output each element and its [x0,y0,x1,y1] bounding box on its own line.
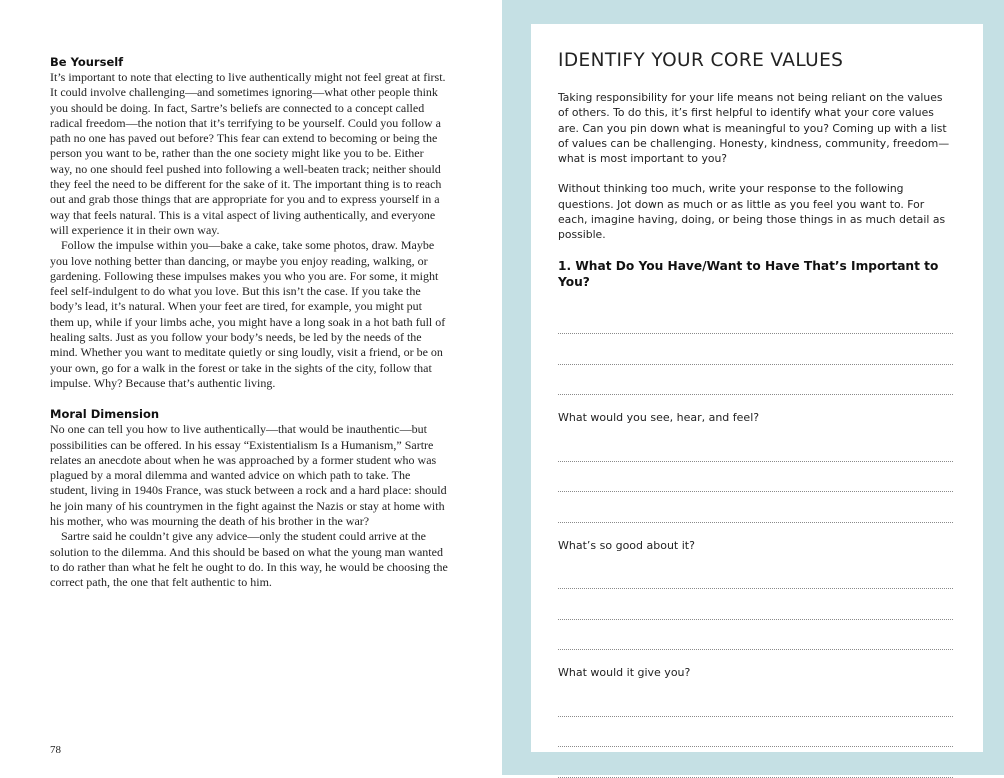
section-heading-moral-dimension: Moral Dimension [50,407,160,422]
answer-line[interactable] [558,365,953,396]
paragraph: No one can tell you how to live authentically—that would be inauthentic—but possibilities can be offered. In his essay “Existentialism Is a Humanism,” Sartre relates an anecdote about when he was approached by a former student who was plagued by a moral dilemma and wanted advice on which path to take. The student, living in 1940s France, was stuck between a rock and a hard place: should he join many of his countrymen in the fight against the Nazis or stay at home with his mother, who was mourning the death of his brother in the war? [50,422,447,529]
worksheet-content [558,49,953,778]
question-heading: 1. What Do You Have/Want to Have That’s Important to You? [558,258,939,289]
answer-line[interactable] [558,747,953,778]
answer-line[interactable] [558,620,953,651]
worksheet-card [531,24,983,752]
answer-lines [558,686,953,778]
paragraph: Follow the impulse within you—bake a cake, take some photos, draw. Maybe you love nothing better than dancing, or maybe you enjoy reading, walking, or gardening. Following these impulses makes you who you are. For some, it might feel self-indulgent to do what you love. But this isn’t the case. If you take the body’s lead, it’s natural. When your feet are tired, for example, you might put them up, while if your limbs ache, you might have a long soak in a hot bath full of healing salts. Just as you follow your body’s needs, be led by the needs of the mind. Whether you want to meditate quietly or sing loudly, visit a friend, or be on your own, go for a walk in the forest or take in the sights of the city, follow that impulse. Why? Because that’s authentic living. [50,238,446,390]
answer-lines [558,431,953,523]
answer-lines [558,559,953,651]
left-page [0,0,502,775]
section-heading-be-yourself: Be Yourself [50,55,124,69]
answer-line[interactable] [558,304,953,335]
worksheet-title: IDENTIFY YOUR CORE VALUES [558,50,844,71]
intro-paragraph: Taking responsibility for your life means not being reliant on the values of others. To do this, it’s first helpful to identify what your core values are. Can you pin down what is meaningful to you? Coming up with a list of values can be challenging. Honesty, kindness, community, freedom—what is most important to you? [558,91,950,166]
question-prompt: What’s so good about it? [558,538,695,552]
answer-line[interactable] [558,462,953,493]
answer-line[interactable] [558,559,953,590]
right-page [502,0,1004,775]
answer-line[interactable] [558,492,953,523]
question-prompt: What would you see, hear, and feel? [558,411,760,425]
section-spacer [50,391,448,406]
answer-lines [558,304,953,396]
answer-line[interactable] [558,334,953,365]
answer-line[interactable] [558,589,953,620]
page-number: 78 [50,744,61,756]
question-prompt: What would it give you? [558,666,691,680]
answer-line[interactable] [558,717,953,748]
paragraph: It’s important to note that electing to live authentically might not feel great at first. It could involve challenging—and sometimes ignoring—what other people think you should be doing. In fact, Sartre’s beliefs are connected to a concept called radical freedom—the notion that it’s terrifying to be yourself. Could you follow a path no one has paved out before? This fear can extend to becoming or being the person you want to be, rather than the one society might like you to be. Either way, no one should feel pushed into following a well-beaten track; neither should they feel the need to be different for the sake of it. The important thing is to reach out and grab those things that are appropriate for you and to express yourself in a way that feels natural. This is a vital aspect of living authentically, and everyone will experience it in their own way. [50,70,446,237]
left-page-body [50,54,448,591]
instructions-paragraph: Without thinking too much, write your response to the following questions. Jot down as much or as little as you feel you want to. For each, imagine having, doing, or being those things in as much detail as possible. [558,182,946,242]
paragraph: Sartre said he couldn’t give any advice—only the student could arrive at the solution to the dilemma. And this should be based on what the young man wanted to do rather than what he felt he ought to do. In this way, he would be choosing the correct path, the one that felt authentic to him. [50,529,448,590]
answer-line[interactable] [558,431,953,462]
answer-line[interactable] [558,686,953,717]
